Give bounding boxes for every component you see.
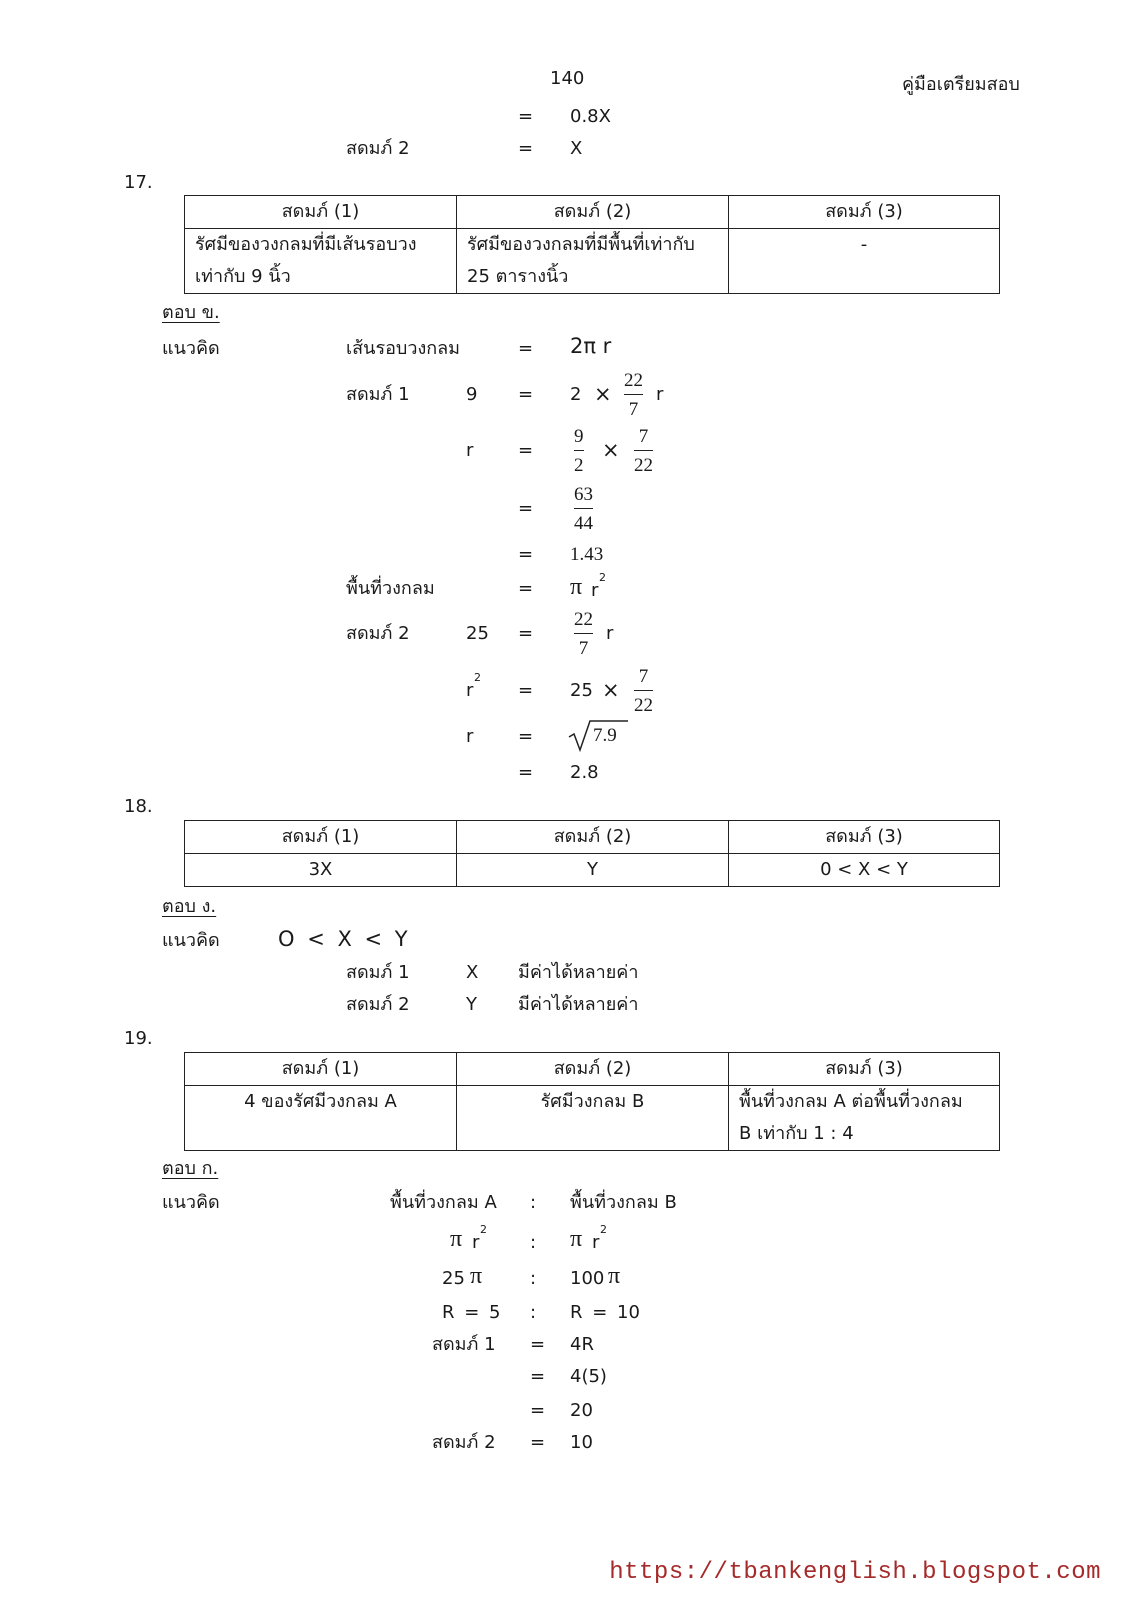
variable-r: r — [592, 1232, 600, 1253]
page-number: 140 — [550, 68, 585, 89]
equals-sign: = — [530, 1366, 546, 1387]
value-25: 25 — [466, 623, 489, 644]
header-column-1: สดมภ์ (1) — [185, 196, 457, 229]
many-values-text: มีค่าได้หลายค่า — [518, 962, 639, 983]
column-1-label: สดมภ์ 1 — [346, 962, 410, 983]
header-column-3: สดมภ์ (3) — [729, 821, 1000, 854]
cell-column-1: 4 ของรัศมีวงกลม A — [185, 1086, 457, 1151]
ratio-colon: : — [530, 1302, 537, 1323]
column-1-label: สดมภ์ 1 — [432, 1334, 496, 1355]
equals-sign: = — [518, 680, 534, 701]
radius-b: R = 10 — [570, 1302, 640, 1323]
pi-symbol: π — [470, 1263, 483, 1289]
answer-19: ตอบ ก. — [162, 1158, 219, 1179]
equals-sign: = — [518, 138, 534, 159]
equals-sign: = — [518, 544, 534, 565]
equals-sign: = — [518, 498, 534, 519]
answer-17: ตอบ ข. — [162, 302, 220, 323]
cell-column-2: Y — [457, 854, 729, 887]
value-2: 2 — [570, 384, 582, 405]
column-2-label: สดมภ์ 2 — [346, 623, 410, 644]
header-column-3: สดมภ์ (3) — [729, 196, 1000, 229]
column-1-label: สดมภ์ 1 — [346, 384, 410, 405]
header-column-1: สดมภ์ (1) — [185, 821, 457, 854]
equals-sign: = — [530, 1334, 546, 1355]
inequality: O < X < Y — [278, 927, 408, 951]
pi-symbol: π — [570, 1226, 583, 1252]
fraction-7-22: 7 22 — [634, 666, 653, 717]
table-header-row — [185, 821, 1000, 854]
value-10: 10 — [570, 1432, 593, 1453]
variable-x: X — [466, 962, 479, 983]
cell-column-2: รัศมีของวงกลมที่มีพื้นที่เท่ากับ 25 ตารางนิ้ว — [457, 229, 729, 294]
column-2-label: สดมภ์ 2 — [346, 138, 410, 159]
equals-sign: = — [530, 1400, 546, 1421]
variable-r: r — [466, 440, 474, 461]
value-2.8: 2.8 — [570, 762, 599, 783]
variable-r: r — [472, 1232, 480, 1253]
radius-a: R = 5 — [442, 1302, 501, 1323]
equals-sign: = — [530, 1432, 546, 1453]
circumference-formula: 2π r — [570, 334, 612, 358]
header-column-2: สดมภ์ (2) — [457, 196, 729, 229]
ratio-colon: : — [530, 1192, 537, 1213]
fraction-7-22: 7 22 — [634, 426, 653, 477]
times-sign: × — [594, 382, 612, 406]
variable-r: r — [591, 580, 599, 601]
exponent-2: 2 — [599, 571, 606, 584]
pi-symbol: π — [608, 1263, 621, 1289]
question-17-table — [184, 195, 1000, 294]
header-column-3: สดมภ์ (3) — [729, 1053, 1000, 1086]
header-column-1: สดมภ์ (1) — [185, 1053, 457, 1086]
area-b-label: พื้นที่วงกลม B — [570, 1192, 677, 1213]
exponent-2: 2 — [600, 1223, 607, 1236]
variable-y: Y — [466, 994, 477, 1015]
exponent-2: 2 — [474, 671, 481, 684]
question-19-table — [184, 1052, 1000, 1151]
cell-column-1: รัศมีของวงกลมที่มีเส้นรอบวง เท่ากับ 9 นิ้ว — [185, 229, 457, 294]
cell-column-3: - — [729, 229, 1000, 294]
many-values-text: มีค่าได้หลายค่า — [518, 994, 639, 1015]
cell-column-1: 3X — [185, 854, 457, 887]
value-20: 20 — [570, 1400, 593, 1421]
fraction-9-2: 9 2 — [574, 426, 584, 477]
table-row — [185, 229, 1000, 294]
value-0.8x: 0.8X — [570, 106, 611, 127]
value-4r: 4R — [570, 1334, 594, 1355]
equals-sign: = — [518, 384, 534, 405]
equals-sign: = — [518, 338, 534, 359]
question-18-table — [184, 820, 1000, 887]
variable-r: r — [606, 623, 614, 644]
header-column-2: สดมภ์ (2) — [457, 1053, 729, 1086]
value-1.43: 1.43 — [570, 544, 604, 565]
approach-label: แนวคิด — [162, 930, 220, 951]
cell-column-3: พื้นที่วงกลม A ต่อพื้นที่วงกลม B เท่ากับ 1 : 4 — [729, 1086, 1000, 1151]
times-sign: × — [602, 438, 620, 462]
book-title: คู่มือเตรียมสอบ — [902, 74, 1020, 95]
column-2-label: สดมภ์ 2 — [346, 994, 410, 1015]
table-header-row — [185, 1053, 1000, 1086]
value-x: X — [570, 138, 583, 159]
table-row — [185, 1086, 1000, 1151]
question-18-number: 18. — [124, 796, 153, 817]
area-a-label: พื้นที่วงกลม A — [390, 1192, 497, 1213]
fraction-63-44: 63 44 — [574, 484, 593, 535]
pi-symbol: π — [450, 1226, 463, 1252]
cell-column-2: รัศมีวงกลม B — [457, 1086, 729, 1151]
pi-symbol: π — [570, 574, 583, 600]
question-17-number: 17. — [124, 172, 153, 193]
value-4-times-5: 4(5) — [570, 1366, 607, 1387]
square-root-value: 7.9 — [593, 725, 617, 746]
value-100: 100 — [570, 1268, 605, 1289]
cell-column-3: 0 < X < Y — [729, 854, 1000, 887]
ratio-colon: : — [530, 1232, 537, 1253]
area-label: พื้นที่วงกลม — [346, 578, 435, 599]
blog-url[interactable]: https://tbankenglish.blogspot.com — [609, 1559, 1101, 1586]
fraction-22-7: 22 7 — [624, 370, 643, 421]
ratio-colon: : — [530, 1268, 537, 1289]
exponent-2: 2 — [480, 1223, 487, 1236]
equals-sign: = — [518, 762, 534, 783]
equals-sign: = — [518, 106, 534, 127]
approach-label: แนวคิด — [162, 338, 220, 359]
equals-sign: = — [518, 726, 534, 747]
value-9: 9 — [466, 384, 478, 405]
equals-sign: = — [518, 623, 534, 644]
equals-sign: = — [518, 578, 534, 599]
equals-sign: = — [518, 440, 534, 461]
times-sign: × — [602, 678, 620, 702]
fraction-22-7: 22 7 — [574, 609, 593, 660]
header-column-2: สดมภ์ (2) — [457, 821, 729, 854]
column-2-label: สดมภ์ 2 — [432, 1432, 496, 1453]
circumference-label: เส้นรอบวงกลม — [346, 338, 461, 359]
variable-r: r — [656, 384, 664, 405]
variable-r: r — [466, 726, 474, 747]
answer-18: ตอบ ง. — [162, 896, 217, 917]
question-19-number: 19. — [124, 1028, 153, 1049]
table-header-row — [185, 196, 1000, 229]
value-25: 25 — [570, 680, 593, 701]
approach-label: แนวคิด — [162, 1192, 220, 1213]
variable-r: r — [466, 680, 474, 701]
value-25: 25 — [442, 1268, 465, 1289]
table-row — [185, 854, 1000, 887]
